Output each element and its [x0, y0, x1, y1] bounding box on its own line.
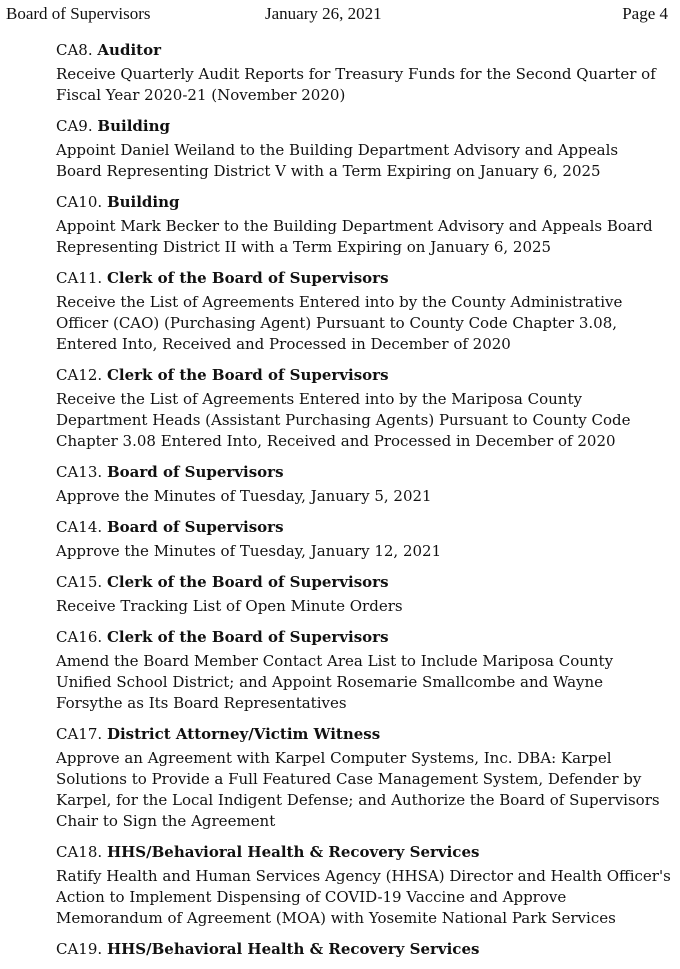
agenda-item-heading [56, 40, 656, 60]
agenda-item [56, 268, 656, 355]
agenda-item-department: HHS/Behavioral Health & Recovery Services [106, 843, 480, 861]
agenda-item-department: Building [106, 193, 180, 211]
agenda-item [56, 939, 656, 959]
agenda-item-number: CA15. [56, 573, 103, 591]
description-line: Chapter 3.08 Entered Into, Received and Processed in December of 2020 [56, 432, 616, 450]
agenda-item-description [56, 541, 656, 562]
description-line: Approve the Minutes of Tuesday, January 5, 2021 [56, 487, 432, 505]
description-line: Receive the List of Agreements Entered into by the Mariposa County [56, 390, 582, 408]
agenda-item-description [56, 64, 656, 106]
agenda-item-department: Clerk of the Board of Supervisors [106, 366, 389, 384]
description-line: Board Representing District V with a Term Expiring on January 6, 2025 [56, 162, 601, 180]
description-line: Appoint Mark Becker to the Building Department Advisory and Appeals Board [56, 217, 653, 235]
description-line: Fiscal Year 2020-21 (November 2020) [56, 86, 346, 104]
description-line: Ratify Health and Human Services Agency (HHSA) Director and Health Officer's [56, 867, 671, 885]
agenda-item-number: CA17. [56, 725, 103, 743]
description-line: Action to Implement Dispensing of COVID-19 Vaccine and Approve [56, 888, 567, 906]
agenda-item-description [56, 596, 656, 617]
agenda-item-description [56, 292, 656, 355]
agenda-item-department: HHS/Behavioral Health & Recovery Services [106, 940, 480, 958]
agenda-item-department: District Attorney/Victim Witness [106, 725, 381, 743]
description-line: Amend the Board Member Contact Area List to Include Mariposa County [56, 652, 614, 670]
agenda-item-department: Clerk of the Board of Supervisors [106, 573, 389, 591]
agenda-item-description [56, 748, 660, 832]
agenda-item-heading [56, 365, 656, 385]
agenda-item-number: CA12. [56, 366, 103, 384]
agenda-item-description [56, 486, 656, 507]
agenda-item-description [56, 389, 656, 452]
page-header [0, 4, 680, 26]
agenda-item-heading [56, 724, 656, 744]
description-line: Memorandum of Agreement (MOA) with Yosemite National Park Services [56, 909, 616, 927]
description-line: Unified School District; and Appoint Rosemarie Smallcombe and Wayne [56, 673, 604, 691]
agenda-item-number: CA16. [56, 628, 103, 646]
agenda-item-number: CA13. [56, 463, 103, 481]
description-line: Officer (CAO) (Purchasing Agent) Pursuant to County Code Chapter 3.08, [56, 314, 618, 332]
description-line: Approve an Agreement with Karpel Computer Systems, Inc. DBA: Karpel [56, 749, 612, 767]
description-line: Receive Quarterly Audit Reports for Treasury Funds for the Second Quarter of [56, 65, 656, 83]
agenda-item-heading [56, 462, 656, 482]
agenda-item [56, 627, 656, 714]
agenda-item-description [56, 866, 671, 929]
agenda-item [56, 40, 656, 106]
agenda-item [56, 517, 656, 562]
description-line: Solutions to Provide a Full Featured Case Management System, Defender by [56, 770, 642, 788]
description-line: Chair to Sign the Agreement [56, 812, 276, 830]
agenda-item-description [56, 140, 656, 182]
header-board-name: Board of Supervisors [6, 4, 151, 23]
agenda-item-department: Board of Supervisors [106, 463, 284, 481]
header-page-number: Page 4 [622, 4, 668, 23]
agenda-item-number: CA18. [56, 843, 103, 861]
agenda-item-heading [56, 939, 656, 959]
agenda-item-number: CA8. [56, 41, 93, 59]
agenda-item [56, 842, 671, 929]
consent-agenda-list [56, 40, 671, 969]
agenda-item-department: Building [97, 117, 170, 135]
agenda-item-heading [56, 116, 656, 136]
description-line: Appoint Daniel Weiland to the Building Department Advisory and Appeals [56, 141, 619, 159]
description-line: Receive the List of Agreements Entered into by the County Administrative [56, 293, 623, 311]
agenda-item-description [56, 651, 656, 714]
agenda-item [56, 192, 656, 258]
agenda-item [56, 724, 660, 832]
agenda-item-number: CA19. [56, 940, 103, 958]
description-line: Department Heads (Assistant Purchasing Agents) Pursuant to County Code [56, 411, 631, 429]
agenda-item-number: CA10. [56, 193, 103, 211]
agenda-item-number: CA14. [56, 518, 103, 536]
agenda-item [56, 462, 656, 507]
agenda-item-number: CA9. [56, 117, 93, 135]
agenda-item-number: CA11. [56, 269, 103, 287]
header-meeting-date: January 26, 2021 [265, 4, 382, 23]
description-line: Forsythe as Its Board Representatives [56, 694, 347, 712]
agenda-item [56, 365, 656, 452]
agenda-item [56, 572, 656, 617]
description-line: Entered Into, Received and Processed in December of 2020 [56, 335, 511, 353]
agenda-item-department: Auditor [97, 41, 161, 59]
agenda-item-heading [56, 192, 656, 212]
agenda-item-heading [56, 268, 656, 288]
agenda-item-heading [56, 842, 656, 862]
description-line: Receive Tracking List of Open Minute Orders [56, 597, 403, 615]
agenda-item-description [56, 216, 656, 258]
agenda-item-department: Clerk of the Board of Supervisors [106, 269, 389, 287]
agenda-item [56, 116, 656, 182]
agenda-item-heading [56, 572, 656, 592]
agenda-item-heading [56, 517, 656, 537]
agenda-item-heading [56, 627, 656, 647]
description-line: Karpel, for the Local Indigent Defense; and Authorize the Board of Supervisors [56, 791, 660, 809]
agenda-item-department: Clerk of the Board of Supervisors [106, 628, 389, 646]
description-line: Representing District II with a Term Expiring on January 6, 2025 [56, 238, 552, 256]
description-line: Approve the Minutes of Tuesday, January 12, 2021 [56, 542, 442, 560]
agenda-item-department: Board of Supervisors [106, 518, 284, 536]
